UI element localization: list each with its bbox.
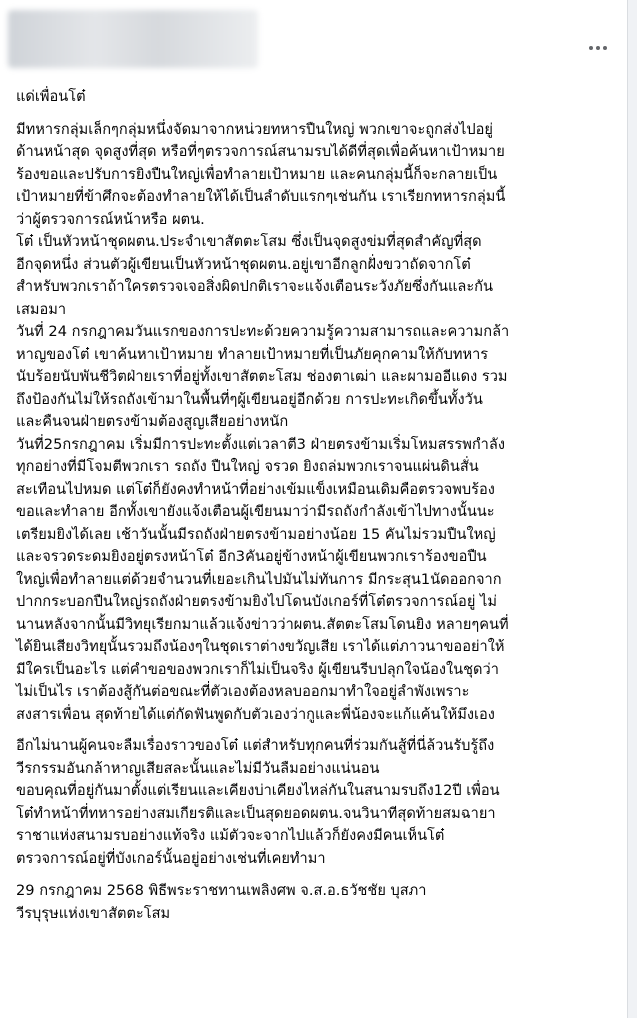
more-horizontal-icon	[588, 45, 608, 51]
blurred-author-info	[8, 10, 258, 68]
post-title: แด่เพื่อนโต๋	[16, 88, 86, 105]
more-options-button[interactable]	[584, 38, 612, 58]
post-header	[8, 4, 620, 74]
post-body	[16, 86, 616, 925]
post-after-text: อีกไม่นานผู้คนจะลืมเรื่องราวของโต๋ แต่สำหรับทุกคนที่ร่วมกันสู้ที่นี่ล้วนรับรู้ถึง วีรกรรมอันกล้าหาญเสียสละนั้นและไม่มีวันลืมอย่างแน่นอน ขอบคุณที่อยู่กันมาตั้งแต่เรียนและเคียงบ่าเคียงไหล่กันในสนามรบถึง12ปี เพื่อน โต๋ทำหน้าที่ทหารอย่างสมเกียรติและเป็นสุดยอดผตน.จนวินาทีสุดท้ายสมฉายา ราชาแห่งสนามรบอย่างแท้จริง แม้ตัวจะจากไปแล้วก็ยังคงมีคนเห็นโต๋ ตรวจการณ์อยู่ที่บังเกอร์นั้นอยู่อย่างเช่นที่เคยทำมา	[16, 737, 500, 867]
post-main-text: มีทหารกลุ่มเล็กๆกลุ่มหนึ่งจัดมาจากหน่วยทหารปืนใหญ่ พวกเขาจะถูกส่งไปอยู่ ด้านหน้าสุด จุดสูงที่สุด หรือที่ๆตรวจการณ์สนามรบได้ดีที่สุดเพื่อค้นหาเป้าหมาย ร้องขอและปรับการยิงปืนใหญ่เพื่อทำลายเป้าหมาย และคนกลุ่มนี้ก็จะกลายเป็น เป้าหมายที่ข้าศึกจะต้องทำลายให้ได้เป็นลำดับแรกๆเช่นกัน เราเรียกทหารกลุ่มนี้ ว่าผู้ตรวจการณ์หน้าหรือ ผตน. โต๋ เป็นหัวหน้าชุดผตน.ประจำเขาสัตตะโสม ซึ่งเป็นจุดสูงข่มที่สุดสำคัญที่สุด อีกจุดหนึ่ง ส่วนตัวผู้เขียนเป็นหัวหน้าชุดผตน.อยู่เขาอีกลูกฝั่งขวาถัดจากโต๋ สำหรับพวกเราถ้าใครตรวจเจอสิ่งผิดปกติเราจะแจ้งเตือนระวังภัยซึ่งกันและกัน เสมอมา วันที่ 24 กรกฎาคมวันแรกของการปะทะด้วยความรู้ความสามารถและความกล้า หาญของโต๋ เขาค้นหาเป้าหมาย ทำลายเป้าหมายที่เป็นภัยคุกคามให้กับทหาร นับร้อยนับพันชีวิตฝ่ายเราที่อยู่ทั้งเขาสัตตะโสม ช่องตาเฒ่า และผามออีแดง รวม ถึงป้องกันไม่ให้รถถังเข้ามาในพื้นที่ๆผู้เขียนอยู่อีกด้วย การปะทะเกิดขึ้นทั้งวัน และคืนจนฝ่ายตรงข้ามต้องสูญเสียอย่างหนัก วันที่25กรกฎาคม เริ่มมีการปะทะตั้งแต่เวลาตี3 ฝ่ายตรงข้ามเริ่มโหมสรรพกำลัง ทุกอย่างที่มีโจมตีพวกเรา รถถัง ปืนใหญ่ จรวด ยิงถล่มพวกเราจนแผ่นดินสั่น สะเทือนไปหมด แต่โต๋ก็ยังคงทำหน้าที่อย่างเข้มแข็งเหมือนเดิมคือตรวจพบร้อง ขอและทำลาย อีกทั้งเขายังแจ้งเตือนผู้เขียนมาว่ามีรถถังกำลังเข้าไปทางนั้นนะ เตรียมยิงได้เลย เช้าวันนั้นมีรถถังฝ่ายตรงข้ามอย่างน้อย 15 คันไม่รวมปืนใหญ่ และจรวดระดมยิงอยู่ตรงหน้าโต๋ อีก3คันอยู่ข้างหน้าผู้เขียนพวกเราร้องขอปืน ใหญ่เพื่อทำลายแต่ด้วยจำนวนที่เยอะเกินไปมันไม่ทันการ มีกระสุน1นัดออกจาก ปากกระบอกปืนใหญ่รถถังฝ่ายตรงข้ามยิงไปโดนบังเกอร์ที่โต๋ตรวจการณ์อยู่ ไม่ นานหลังจากนั้นมีวิทยุเรียกมาแล้วแจ้งข่าวว่าผตน.สัตตะโสมโดนยิง หลายๆคนที่ ได้ยินเสียงวิทยุนั้นรวมถึงน้องๆในชุดเราต่างขวัญเสีย เราได้แต่ภาวนาขออย่าให้ มีใครเป็นอะไร แต่คำขอของพวกเราก็ไม่เป็นจริง ผู้เขียนรีบปลุกใจน้องในชุดว่า ไม่เป็นไร เราต้องสู้กันต่อขณะที่ตัวเองต้องหลบออกมาทำใจอยู่ลำพังเพราะ สงสารเพื่อน สุดท้ายได้แต่กัดฟันพูดกับตัวเองว่ากูและพี่น้องจะแก้แค้นให้มึงเอง	[16, 120, 510, 723]
post-closing-text: 29 กรกฎาคม 2568 พิธีพระราชทานเพลิงศพ จ.ส.อ.ธวัชชัย บุสภา วีรบุรุษแห่งเขาสัตตะโสม	[16, 882, 427, 922]
